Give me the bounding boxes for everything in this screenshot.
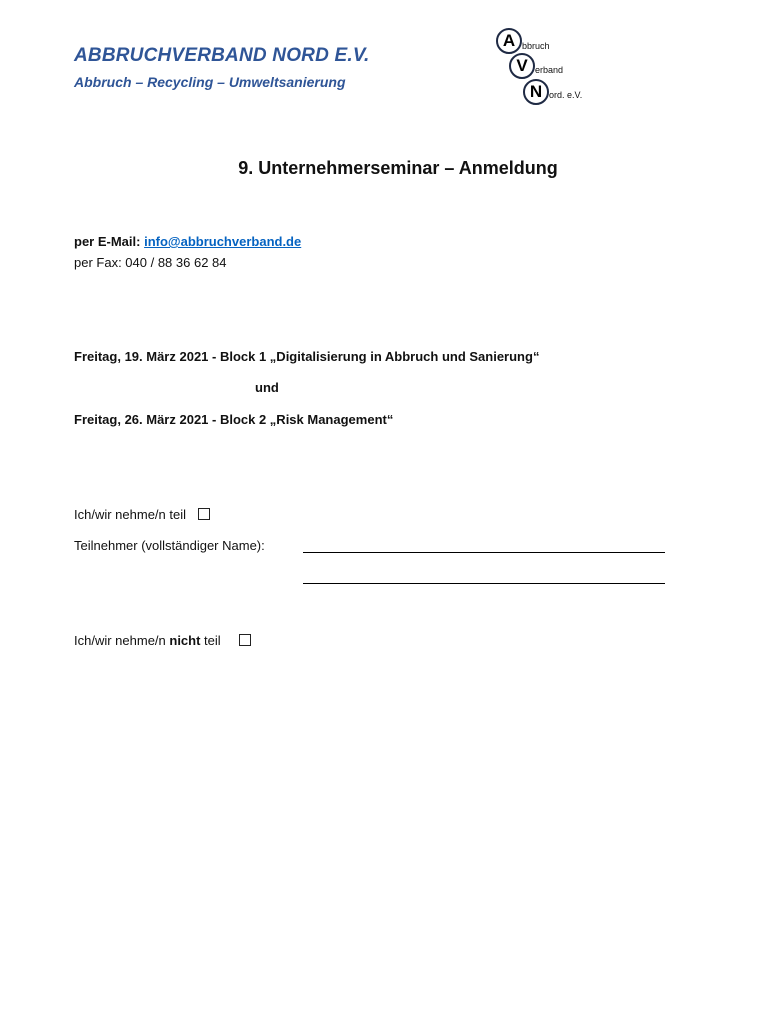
logo-word-verband: erband [535, 65, 564, 75]
fax-line: per Fax: 040 / 88 36 62 84 [74, 255, 227, 270]
logo-letter-v: V [509, 53, 535, 79]
not-participate-prefix: Ich/wir nehme/n [74, 633, 170, 648]
participant-name-label: Teilnehmer (vollständiger Name): [74, 538, 265, 553]
avn-logo [490, 26, 610, 110]
participate-row [74, 507, 210, 522]
not-participate-bold: nicht [169, 633, 201, 648]
participate-checkbox[interactable] [198, 508, 210, 520]
not-participate-suffix: teil [200, 633, 221, 648]
logo-word-abbruch: bbruch [522, 41, 550, 51]
organization-name: ABBRUCHVERBAND NORD E.V. [74, 45, 370, 66]
logo-letter-a: A [496, 28, 522, 54]
participant-name-field-2[interactable] [303, 583, 665, 584]
logo-letter-n: N [523, 79, 549, 105]
participate-label: Ich/wir nehme/n teil [74, 507, 186, 522]
not-participate-checkbox[interactable] [239, 634, 251, 646]
schedule-block-1: Freitag, 19. März 2021 - Block 1 „Digitalisierung in Abbruch und Sanierung“ [74, 349, 540, 364]
not-participate-row [74, 633, 251, 648]
document-title: 9. Unternehmerseminar – Anmeldung [238, 158, 558, 178]
organization-tagline: Abbruch – Recycling – Umweltsanierung [74, 74, 346, 90]
email-line [74, 234, 301, 249]
email-link[interactable]: info@abbruchverband.de [144, 234, 302, 249]
email-label: per E-Mail: [74, 234, 141, 249]
logo-word-nord: ord. e.V. [549, 90, 583, 100]
schedule-block-2: Freitag, 26. März 2021 - Block 2 „Risk Management“ [74, 412, 394, 427]
participant-name-field-1[interactable] [303, 552, 665, 553]
schedule-connector: und [255, 380, 279, 395]
